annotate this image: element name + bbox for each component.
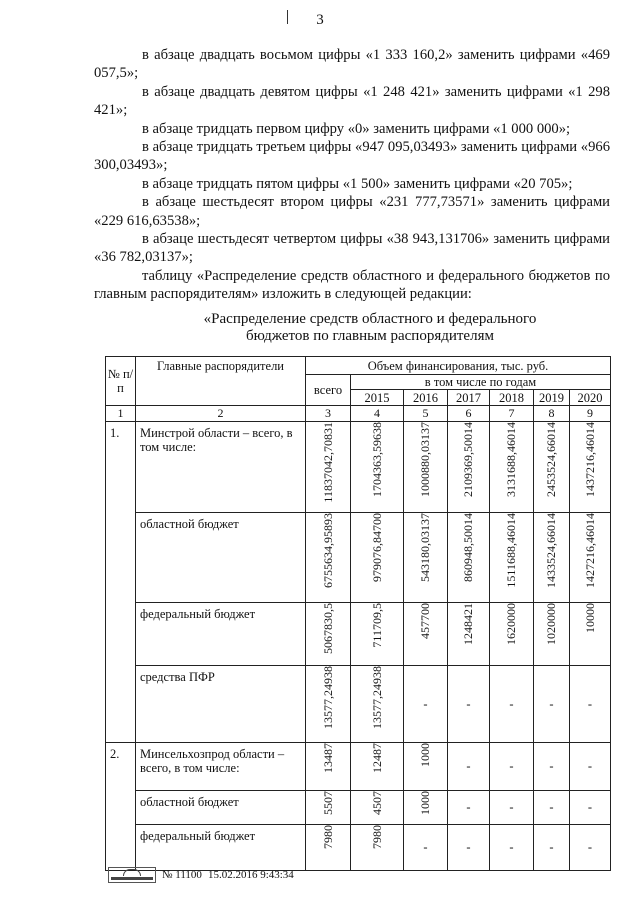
value-cell: - xyxy=(534,791,570,825)
document-footer xyxy=(108,866,294,884)
manager-name: средства ПФР xyxy=(136,666,306,743)
header-by-year: в том числе по годам xyxy=(351,375,611,390)
value-cell xyxy=(570,422,611,513)
value-text: 1000 xyxy=(418,791,432,815)
value-cell: - xyxy=(534,666,570,743)
column-index: 8 xyxy=(534,406,570,422)
table-row xyxy=(106,743,611,791)
document-datetime: 15.02.2016 9:43:34 xyxy=(207,869,294,881)
value-cell xyxy=(306,513,351,603)
value-text: 10000 xyxy=(582,603,597,633)
paragraph: в абзаце шестьдесят четвертом цифры «38 943,131706» заменить цифрами «36 782,03137»; xyxy=(94,231,610,266)
value-cell xyxy=(448,422,490,513)
value-cell: - xyxy=(534,825,570,871)
value-cell xyxy=(570,513,611,603)
value-text: 11837042,70831 xyxy=(320,422,335,503)
value-text: 4507 xyxy=(369,791,384,815)
value-cell: - xyxy=(448,666,490,743)
value-cell xyxy=(534,513,570,603)
value-cell xyxy=(534,603,570,666)
column-index: 7 xyxy=(490,406,534,422)
manager-name: Минсельхозпрод области – всего, в том числе: xyxy=(136,743,306,791)
value-cell: - xyxy=(448,743,490,791)
value-cell xyxy=(306,791,351,825)
manager-name: областной бюджет xyxy=(136,513,306,603)
row-number: 2. xyxy=(106,743,136,871)
value-cell xyxy=(570,603,611,666)
value-cell: - xyxy=(448,791,490,825)
value-text: 13487 xyxy=(320,743,335,773)
value-text: 5507 xyxy=(320,791,335,815)
value-text: 5067830,5 xyxy=(320,603,335,654)
table-row xyxy=(106,513,611,603)
manager-name: областной бюджет xyxy=(136,791,306,825)
header-manager: Главные распорядители xyxy=(136,357,306,406)
header-year: 2016 xyxy=(404,390,448,406)
paragraph: в абзаце двадцать восьмом цифры «1 333 160,2» заменить цифрами «469 057,5»; xyxy=(94,47,610,82)
value-text: 2453524,66014 xyxy=(544,422,558,497)
value-cell xyxy=(351,743,404,791)
value-cell: - xyxy=(404,666,448,743)
value-cell xyxy=(534,422,570,513)
column-index: 9 xyxy=(570,406,611,422)
value-cell: - xyxy=(448,825,490,871)
value-cell xyxy=(351,791,404,825)
value-cell xyxy=(306,825,351,871)
value-cell: - xyxy=(404,825,448,871)
value-cell: - xyxy=(534,743,570,791)
table-row xyxy=(106,422,611,513)
value-cell xyxy=(351,513,404,603)
value-cell xyxy=(490,603,534,666)
value-cell xyxy=(351,825,404,871)
value-text: 1433524,66014 xyxy=(544,513,558,588)
table-row xyxy=(106,666,611,743)
value-cell xyxy=(490,422,534,513)
value-cell xyxy=(404,791,448,825)
value-cell: - xyxy=(570,666,611,743)
table-row xyxy=(106,791,611,825)
value-text: 1000 xyxy=(418,743,432,767)
value-text: 7980 xyxy=(320,825,335,849)
paragraph: в абзаце шестьдесят втором цифры «231 777,73571» заменить цифрами «229 616,63538»; xyxy=(94,194,610,229)
building-logo-icon xyxy=(108,867,156,883)
value-text: 979076,84700 xyxy=(369,513,384,582)
value-text: 2109369,50014 xyxy=(461,422,475,497)
value-text: 1248421 xyxy=(461,603,475,645)
header-volume: Объем финансирования, тыс. руб. xyxy=(306,357,611,375)
row-number: 1. xyxy=(106,422,136,743)
manager-name: Минстрой области – всего, в том числе: xyxy=(136,422,306,513)
value-cell xyxy=(306,603,351,666)
value-cell: - xyxy=(490,825,534,871)
value-text: 543180,03137 xyxy=(418,513,432,582)
value-cell: - xyxy=(570,791,611,825)
table-caption xyxy=(160,311,580,345)
caption-line: «Распределение средств областного и федерального xyxy=(203,311,537,327)
value-text: 1020000 xyxy=(544,603,558,645)
table-row xyxy=(106,603,611,666)
paragraph: в абзаце тридцать первом цифру «0» заменить цифрами «1 000 000»; xyxy=(142,120,571,137)
manager-name: федеральный бюджет xyxy=(136,603,306,666)
value-cell: - xyxy=(570,743,611,791)
value-cell: - xyxy=(490,791,534,825)
column-index: 5 xyxy=(404,406,448,422)
value-text: 6755634,95893 xyxy=(320,513,335,588)
value-cell xyxy=(351,666,404,743)
value-text: 1437216,46014 xyxy=(582,422,597,497)
column-index: 2 xyxy=(136,406,306,422)
value-cell xyxy=(306,422,351,513)
value-text: 1620000 xyxy=(504,603,518,645)
page-number: 3 xyxy=(316,12,324,28)
value-text: 860948,50014 xyxy=(461,513,475,582)
header-num: № п/п xyxy=(106,357,136,406)
header-year: 2020 xyxy=(570,390,611,406)
column-index: 3 xyxy=(306,406,351,422)
value-text: 1427216,46014 xyxy=(582,513,597,588)
value-text: 13577,24938 xyxy=(320,666,335,729)
value-cell xyxy=(448,603,490,666)
value-cell xyxy=(404,422,448,513)
value-text: 3131688,46014 xyxy=(504,422,518,497)
value-cell xyxy=(404,513,448,603)
paragraph: в абзаце тридцать пятом цифры «1 500» заменить цифрами «20 705»; xyxy=(142,175,573,192)
value-text: 1511688,46014 xyxy=(504,513,518,588)
value-cell xyxy=(404,743,448,791)
paragraph: в абзаце тридцать третьем цифры «947 095,03493» заменить цифрами «966 300,03493»; xyxy=(94,139,610,174)
amendment-text xyxy=(94,46,610,304)
column-index: 4 xyxy=(351,406,404,422)
manager-name: федеральный бюджет xyxy=(136,825,306,871)
value-text: 12487 xyxy=(369,743,384,773)
value-text: 7980 xyxy=(369,825,384,849)
header-year: 2017 xyxy=(448,390,490,406)
value-text: 457700 xyxy=(418,603,432,639)
value-cell: - xyxy=(570,825,611,871)
header-total: всего xyxy=(306,375,351,406)
value-cell xyxy=(490,513,534,603)
caption-line: бюджетов по главным распорядителям xyxy=(246,328,494,344)
value-cell xyxy=(306,743,351,791)
value-text: 1704363,59638 xyxy=(369,422,384,497)
budget-table xyxy=(105,356,611,871)
document-number: № 11100 xyxy=(162,869,202,881)
value-cell xyxy=(306,666,351,743)
value-cell xyxy=(351,603,404,666)
value-cell xyxy=(448,513,490,603)
value-text: 711709,5 xyxy=(369,603,384,648)
value-cell xyxy=(404,603,448,666)
table-row xyxy=(106,825,611,871)
column-index: 1 xyxy=(106,406,136,422)
header-year: 2015 xyxy=(351,390,404,406)
header-year: 2019 xyxy=(534,390,570,406)
value-text: 13577,24938 xyxy=(369,666,384,729)
column-index: 6 xyxy=(448,406,490,422)
header-year: 2018 xyxy=(490,390,534,406)
value-text: 1000880,03137 xyxy=(418,422,432,497)
value-cell xyxy=(351,422,404,513)
paragraph: в абзаце двадцать девятом цифры «1 248 421» заменить цифрами «1 298 421»; xyxy=(94,83,610,119)
paragraph: таблицу «Распределение средств областного и федерального бюджетов по главным распорядителям» изложить в следующей редакции: xyxy=(94,267,610,303)
value-cell: - xyxy=(490,666,534,743)
value-cell: - xyxy=(490,743,534,791)
